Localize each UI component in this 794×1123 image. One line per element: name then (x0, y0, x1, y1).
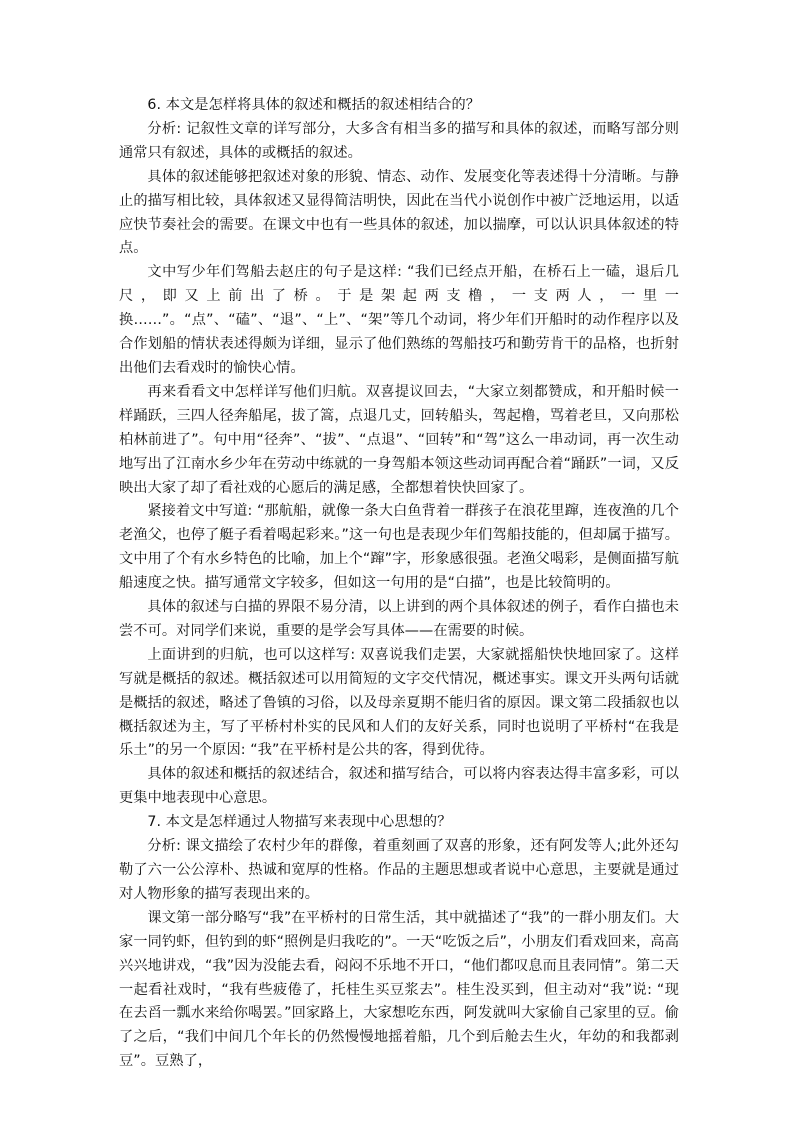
paragraph: 紧接着文中写道: “那航船，就像一条大白鱼背着一群孩子在浪花里蹿，连夜渔的几个老渔父，也停了艇子看着喝起彩来。”这一句也是表现少年们驾船技能的，但却属于描写。文中用了个有水乡特色的比喻，加上个“蹿”字，形象感很强。老渔父喝彩，是侧面描写航船速度之快。描写通常文字较多，但如这一句用的是“白描”，也是比较简明的。 (119, 503, 679, 592)
document-page (119, 94, 679, 1074)
paragraph: 再来看看文中怎样详写他们归航。双喜提议回去，“大家立刻都赞成，和开船时候一样踊跃，三四人径奔船尾，拔了篙，点退几丈，回转船头，驾起橹，骂着老旦，又向那松柏林前进了”。句中用“径奔”、“拔”、“点退”、“回转”和“驾”这么一串动词，再一次生动地写出了江南水乡少年在劳动中练就的一身驾船本领这些动词再配合着“踊跃”一词，又反映出大家了却了看社戏的心愿后的满足感，全都想着快快回家了。 (119, 383, 679, 496)
paragraph: 上面讲到的归航，也可以这样写: 双喜说我们走罢，大家就摇船快快地回家了。这样写就是概括的叙述。概括叙述可以用简短的文字交代情况，概述事实。课文开头两句话就是概括的叙述，略述了鲁镇的习俗，以及母亲夏期不能归省的原因。课文第二段插叙也以概括叙述为主，写了平桥村朴实的民风和人们的友好关系，同时也说明了平桥村“在我是乐土”的另一个原因: “我”在平桥村是公共的客，得到优待。 (119, 646, 679, 759)
question-6-heading: 6. 本文是怎样将具体的叙述和概括的叙述相结合的？ (147, 97, 481, 113)
paragraph: 课文第一部分略写“我”在平桥村的日常生活，其中就描述了“我”的一群小朋友们。大家一同钓虾，但钓到的虾“照例是归我吃的”。一天“吃饭之后”，小朋友们看戏回来，高高兴兴地讲戏，“我”因为没能去看，闷闷不乐地不开口，“他们都叹息而且表同情”。第二天一起看社戏时，“我有些疲倦了，托桂生买豆浆去”。桂生没买到，但主动对“我”说: “现在去舀一瓢水来给你喝罢。”回家路上，大家想吃东西，阿发就叫大家偷自己家里的豆。偷了之后，“我们中间几个年长的仍然慢慢地摇着船，几个到后舱去生火，年幼的和我都剥豆”。豆熟了， (119, 909, 679, 1070)
paragraph: 文中写少年们驾船去赵庄的句子是这样: “我们已经点开船，在桥石上一磕，退后几尺，即又上前出了桥。于是架起两支橹，一支两人，一里一换……”。“点”、“磕”、“退”、“上”、“架”等几个动词，将少年们开船时的动作程序以及合作划船的情状表述得颇为详细，显示了他们熟练的驾船技巧和勤劳肯干的品格，也折射出他们去看戏时的愉快心情。 (119, 264, 679, 376)
paragraph: 分析: 课文描绘了农村少年的群像，着重刻画了双喜的形象，还有阿发等人;此外还勾勒了六一公公淳朴、热诚和宽厚的性格。作品的主题思想或者说中心意思，主要就是通过对人物形象的描写表现出来的。 (119, 838, 679, 902)
paragraph: 具体的叙述与白描的界限不易分清，以上讲到的两个具体叙述的例子，看作白描也未尝不可。对同学们来说，重要的是学会写具体——在需要的时候。 (119, 599, 679, 639)
paragraph: 分析: 记叙性文章的详写部分，大多含有相当多的描写和具体的叙述，而略写部分则通常只有叙述，具体的或概括的叙述。 (119, 120, 679, 161)
paragraph: 具体的叙述能够把叙述对象的形貌、情态、动作、发展变化等表述得十分清晰。与静止的描写相比较，具体叙述又显得简洁明快，因此在当代小说创作中被广泛地运用，以适应快节奏社会的需要。在课文中也有一些具体的叙述，加以揣摩，可以认识具体叙述的特点。 (119, 168, 679, 257)
question-7-heading: 7. 本文是怎样通过人物描写来表现中心思想的？ (147, 814, 452, 831)
paragraph: 具体的叙述和概括的叙述结合，叙述和描写结合，可以将内容表达得丰富多彩，可以更集中地表现中心意思。 (119, 766, 679, 807)
